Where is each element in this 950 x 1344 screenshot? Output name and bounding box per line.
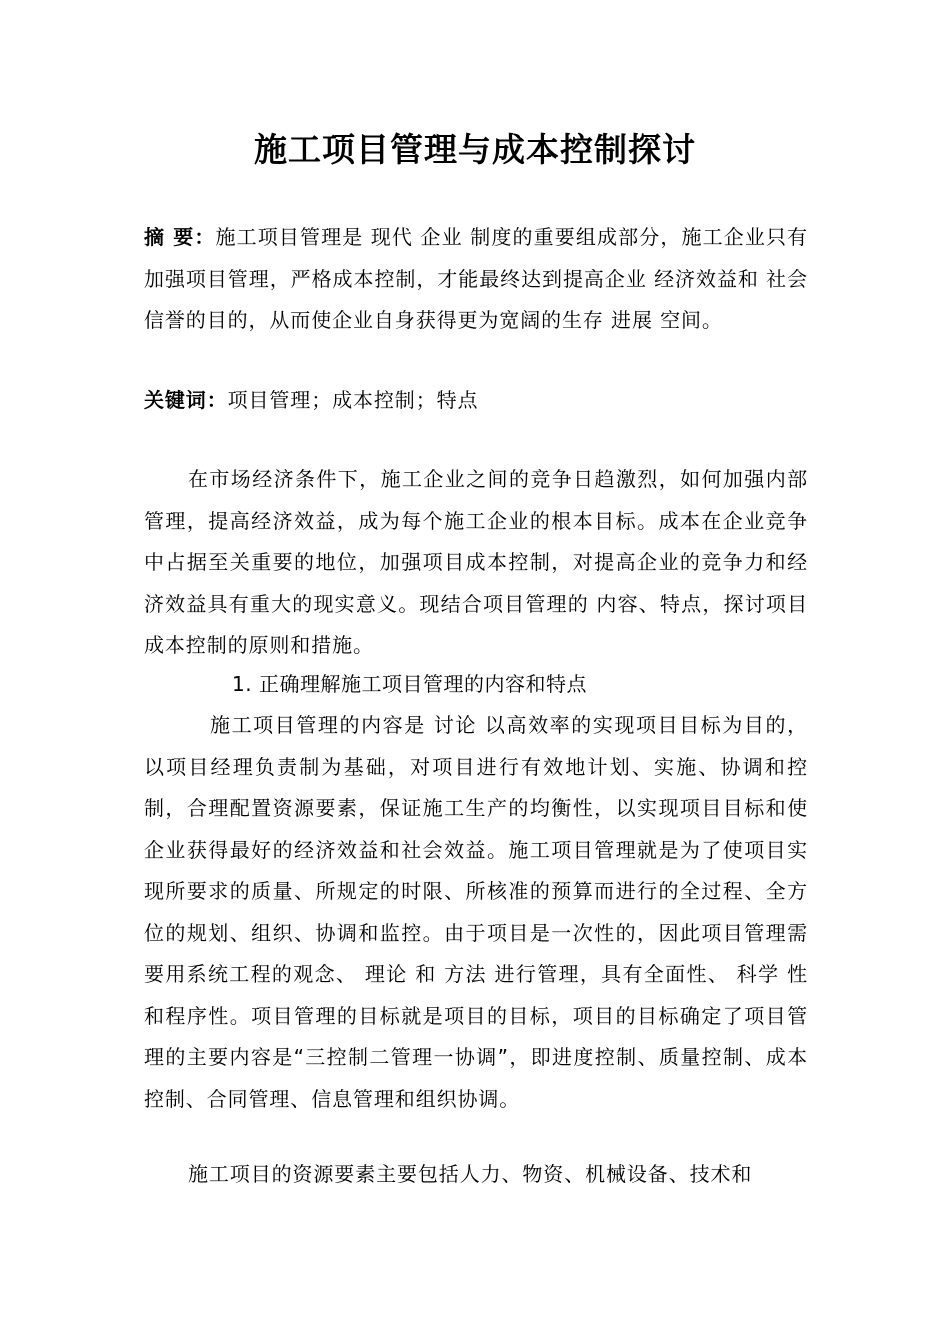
abstract-text: 施工项目管理是 现代 企业 制度的重要组成部分，施工企业只有加强项目管理，严格成本控制，才能最终达到提高企业 经济效益和 社会 信誉的目的，从而使企业自身获得更为宽阔的生存 进展 空间。 [144, 225, 808, 332]
keywords-text: 项目管理；成本控制；特点 [227, 388, 479, 412]
keywords-label: 关键词： [144, 388, 228, 412]
document-title: 施工项目管理与成本控制探讨 [254, 130, 696, 169]
section-1-paragraph-2-block [144, 1154, 808, 1196]
intro-paragraph-block [144, 459, 808, 667]
keywords [144, 380, 808, 422]
section-heading: 1. 正确理解施工项目管理的内容和特点 [232, 672, 587, 696]
section-1-paragraph-1: 施工项目管理的内容是 讨论 以高效率的实现项目目标为目的，以项目经理负责制为基础，对项目进行有效地计划、实施、协调和控制，合理配置资源要素，保证施工生产的均衡性，以实现项目目标和使企业获得最好的经济效益和社会效益。施工项目管理就是为了使项目实现所要求的质量、所规定的时限、所核准的预算而进行的全过程、全方位的规划、组织、协调和监控。由于项目是一次性的，因此项目管理需要用系统工程的观念、 理论 和 方法 进行管理，具有全面性、 科学 性和程序性。项目管理的目标就是项目的目标，项目的目标确定了项目管理的主要内容是“三控制二管理一协调”，即进度控制、质量控制、成本控制、合同管理、信息管理和组织协调。 [144, 713, 808, 1111]
section-1-paragraph-1-block [144, 705, 808, 1120]
section-1-paragraph-2: 施工项目的资源要素主要包括人力、物资、机械设备、技术和 [188, 1162, 753, 1186]
intro-paragraph: 在市场经济条件下，施工企业之间的竞争日趋激烈，如何加强内部管理，提高经济效益，成为每个施工企业的根本目标。成本在企业竞争中占据至关重要的地位，加强项目成本控制，对提高企业的竞争力和经济效益具有重大的现实意义。现结合项目管理的 内容、特点，探讨项目成本控制的原则和措施。 [144, 467, 808, 657]
abstract-label: 摘 要： [144, 225, 216, 249]
abstract [144, 217, 808, 342]
